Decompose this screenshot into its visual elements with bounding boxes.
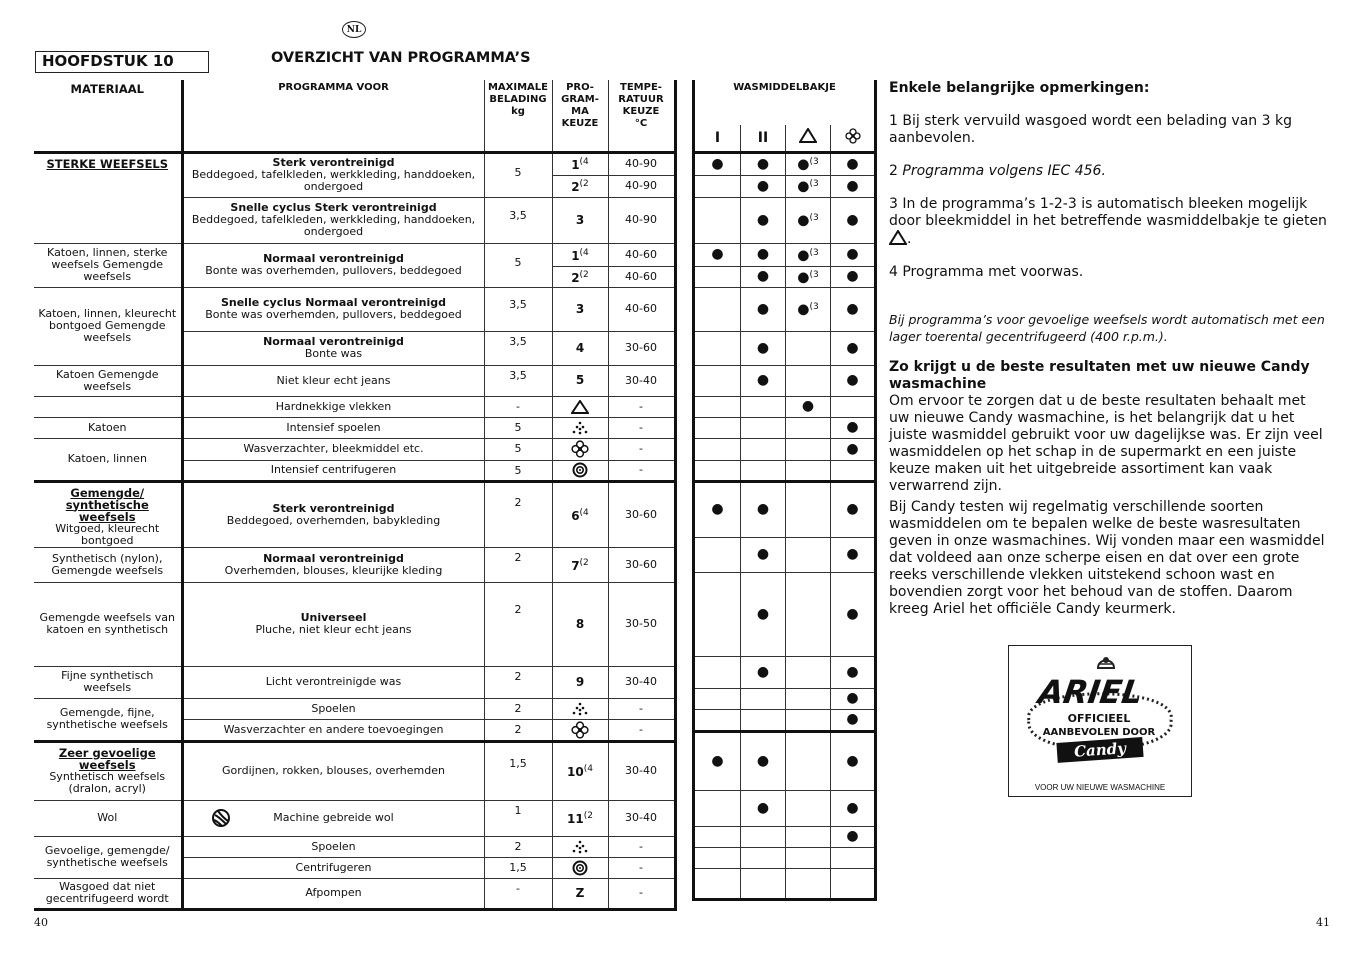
detergent-dot xyxy=(741,460,786,481)
detergent-dot: ● xyxy=(694,243,741,266)
cell-programma: Hardnekkige vlekken xyxy=(182,396,484,417)
cell-belading: 1 xyxy=(484,800,552,836)
cell-temperatuur: 40-60 xyxy=(608,243,675,266)
cell-material: Katoen Gemengde weefsels xyxy=(34,365,182,396)
compartment-2: II xyxy=(741,125,786,152)
program-row xyxy=(34,878,675,909)
cell-belading: 2 xyxy=(484,836,552,857)
spin-icon xyxy=(572,860,588,876)
detergent-dot xyxy=(694,826,741,847)
detergent-dot xyxy=(786,460,831,481)
cell-temperatuur: 30-40 xyxy=(608,800,675,836)
cell-programma: Machine gebreide wol xyxy=(182,800,484,836)
candy-heading: Zo krijgt u de beste resultaten met uw nieuwe Candy wasmachine xyxy=(889,359,1310,392)
detergent-dot xyxy=(786,731,831,790)
detergent-dot: ● xyxy=(831,287,876,331)
detergent-row xyxy=(694,572,876,656)
svg-text:AANBEVOLEN DOOR: AANBEVOLEN DOOR xyxy=(1042,727,1156,738)
cell-belading: 5 xyxy=(484,152,552,197)
cell-programma: Normaal verontreinigd Bonte was xyxy=(182,331,484,365)
cell-temperatuur: 40-90 xyxy=(608,175,675,197)
cell-programmakeuze: 8 xyxy=(552,582,608,666)
detergent-dot xyxy=(694,572,741,656)
detergent-dot xyxy=(694,537,741,572)
detergent-row xyxy=(694,175,876,197)
cell-temperatuur: 30-40 xyxy=(608,741,675,800)
ariel-logo-graphic xyxy=(1009,646,1190,778)
detergent-dot: ● xyxy=(741,266,786,287)
cell-material: Gemengde/ synthetische weefsels Witgoed, kleurecht bontgoed xyxy=(34,481,182,547)
detergent-dot xyxy=(694,175,741,197)
cell-programmakeuze xyxy=(552,836,608,857)
detergent-row xyxy=(694,731,876,790)
cell-material: Wasgoed dat niet gecentrifugeerd wordt xyxy=(34,878,182,909)
detergent-dot: ● xyxy=(831,481,876,537)
note-1: 1 Bij sterk vervuild wasgoed wordt een belading van 3 kg aanbevolen. xyxy=(889,113,1292,146)
cell-programma: Sterk verontreinigd Beddegoed, tafelkleden, werkkleding, handdoeken, ondergoed xyxy=(182,152,484,197)
detergent-dot: ● xyxy=(831,243,876,266)
program-row xyxy=(34,741,675,800)
detergent-dot: ● xyxy=(741,287,786,331)
cell-temperatuur: - xyxy=(608,396,675,417)
cell-belading: - xyxy=(484,878,552,909)
detergent-row xyxy=(694,656,876,688)
cell-material: Gemengde weefsels van katoen en synthetisch xyxy=(34,582,182,666)
cell-material: Katoen xyxy=(34,417,182,438)
detergent-dot: ● xyxy=(741,175,786,197)
cell-programmakeuze: 11$^{(2}$ xyxy=(552,800,608,836)
cell-programmakeuze: 1$^{(4}$ xyxy=(552,152,608,175)
triangle-icon xyxy=(799,128,817,143)
cell-programma: Spoelen xyxy=(182,836,484,857)
detergent-dot xyxy=(741,847,786,868)
detergent-dot: ●$^{(3}$ xyxy=(786,152,831,175)
cell-belading: 2 xyxy=(484,481,552,547)
detergent-row xyxy=(694,152,876,175)
detergent-dot xyxy=(786,572,831,656)
detergent-dot xyxy=(694,396,741,417)
cell-belading: 1,5 xyxy=(484,741,552,800)
cell-temperatuur: 30-60 xyxy=(608,481,675,547)
ariel-logo xyxy=(1008,645,1192,797)
detergent-dot xyxy=(694,417,741,438)
detergent-dot: ●$^{(3}$ xyxy=(786,287,831,331)
cell-belading: 3,5 xyxy=(484,331,552,365)
detergent-row xyxy=(694,847,876,868)
cell-programmakeuze xyxy=(552,460,608,481)
detergent-dot xyxy=(741,688,786,709)
program-row xyxy=(34,582,675,666)
detergent-dot: ●$^{(3}$ xyxy=(786,266,831,287)
detergent-dot: ● xyxy=(741,731,786,790)
detergent-row xyxy=(694,365,876,396)
svg-text:ARIEL: ARIEL xyxy=(1036,673,1145,711)
rinse-icon xyxy=(572,840,588,854)
cell-programma: Snelle cyclus Normaal verontreinigd Bonte was overhemden, pullovers, beddegoed xyxy=(182,287,484,331)
detergent-row xyxy=(694,790,876,826)
cell-programma: Normaal verontreinigd Overhemden, blouses, kleurijke kleding xyxy=(182,547,484,582)
cell-programmakeuze: 6$^{(4}$ xyxy=(552,481,608,547)
cell-programma: Snelle cyclus Sterk verontreinigd Beddegoed, tafelkleden, werkkleding, handdoeken, ondergoed xyxy=(182,197,484,243)
cell-temperatuur: 30-40 xyxy=(608,365,675,396)
detergent-dot xyxy=(694,868,741,899)
detergent-dot: ● xyxy=(831,656,876,688)
detergent-dot: ● xyxy=(831,152,876,175)
program-row xyxy=(34,481,675,547)
detergent-dot: ● xyxy=(831,537,876,572)
cell-programmakeuze: 1$^{(4}$ xyxy=(552,243,608,266)
detergent-dot xyxy=(786,688,831,709)
cell-temperatuur: 30-60 xyxy=(608,547,675,582)
detergent-row xyxy=(694,481,876,537)
cell-temperatuur: - xyxy=(608,698,675,719)
detergent-dot xyxy=(694,331,741,365)
detergent-dot xyxy=(741,396,786,417)
detergent-dot: ● xyxy=(831,365,876,396)
detergent-dot xyxy=(741,709,786,731)
detergent-dot: ● xyxy=(741,331,786,365)
cell-belading: 2 xyxy=(484,719,552,741)
program-row xyxy=(34,287,675,331)
logo-caption: VOOR UW NIEUWE WASMACHINE xyxy=(1034,783,1166,792)
cell-programmakeuze: 2$^{(2}$ xyxy=(552,175,608,197)
cell-programma: Normaal verontreinigd Bonte was overhemden, pullovers, beddegoed xyxy=(182,243,484,287)
cell-programma: Universeel Pluche, niet kleur echt jeans xyxy=(182,582,484,666)
cell-programma: Wasverzachter en andere toevoegingen xyxy=(182,719,484,741)
detergent-row xyxy=(694,417,876,438)
detergent-row xyxy=(694,331,876,365)
detergent-row xyxy=(694,688,876,709)
note-3: 3 In de programma’s 1-2-3 is automatisch bleeken mogelijk door bleekmiddel in het betreffende wasmiddelbakje te gieten . xyxy=(889,196,1327,247)
cell-programma: Afpompen xyxy=(182,878,484,909)
detergent-row xyxy=(694,460,876,481)
flower-icon xyxy=(571,721,589,739)
program-row xyxy=(34,243,675,266)
rinse-icon xyxy=(572,702,588,716)
cell-programmakeuze: 9 xyxy=(552,666,608,698)
detergent-dot: ● xyxy=(831,731,876,790)
detergent-dot xyxy=(786,847,831,868)
detergent-dot: ●$^{(3}$ xyxy=(786,243,831,266)
detergent-dot: ● xyxy=(831,438,876,460)
detergent-row xyxy=(694,266,876,287)
detergent-dot: ●$^{(3}$ xyxy=(786,197,831,243)
detergent-dot xyxy=(694,847,741,868)
cell-belading: 5 xyxy=(484,417,552,438)
detergent-dot xyxy=(831,396,876,417)
detergent-row xyxy=(694,396,876,417)
detergent-dot xyxy=(786,656,831,688)
cell-programma: Licht verontreinigde was xyxy=(182,666,484,698)
program-row xyxy=(34,800,675,836)
cell-programma: Spoelen xyxy=(182,698,484,719)
rinse-icon xyxy=(572,421,588,435)
detergent-dot: ● xyxy=(831,417,876,438)
detergent-row xyxy=(694,826,876,847)
detergent-dot xyxy=(786,417,831,438)
cell-programma: Intensief spoelen xyxy=(182,417,484,438)
detergent-dot xyxy=(786,826,831,847)
detergent-dot xyxy=(741,417,786,438)
notes-title: Enkele belangrijke opmerkingen: xyxy=(889,80,1150,96)
header-temperatuur: TEMPE- RATUUR KEUZE °C xyxy=(608,80,675,152)
cell-programmakeuze: 5 xyxy=(552,365,608,396)
detergent-dot xyxy=(694,709,741,731)
cell-material: Katoen, linnen, kleurecht bontgoed Gemengde weefsels xyxy=(34,287,182,365)
cell-programmakeuze xyxy=(552,719,608,741)
program-row xyxy=(34,666,675,698)
detergent-dot xyxy=(741,438,786,460)
detergent-dot: ● xyxy=(831,331,876,365)
detergent-dot xyxy=(741,826,786,847)
wool-icon xyxy=(210,807,232,829)
program-row xyxy=(34,547,675,582)
detergent-dot xyxy=(831,460,876,481)
cell-temperatuur: - xyxy=(608,438,675,460)
detergent-dot xyxy=(694,197,741,243)
cell-material: Gevoelige, gemengde/ synthetische weefsels xyxy=(34,836,182,878)
cell-belading: 2 xyxy=(484,582,552,666)
notes-column xyxy=(889,80,1329,618)
cell-material: Katoen, linnen, sterke weefsels Gemengde weefsels xyxy=(34,243,182,287)
cell-material: Synthetisch (nylon), Gemengde weefsels xyxy=(34,547,182,582)
cell-temperatuur: 30-60 xyxy=(608,331,675,365)
cell-temperatuur: - xyxy=(608,836,675,857)
detergent-dot xyxy=(786,709,831,731)
cell-material: Wol xyxy=(34,800,182,836)
header-materiaal: MATERIAAL xyxy=(34,80,182,152)
cell-programmakeuze: 10$^{(4}$ xyxy=(552,741,608,800)
detergent-dot: ● xyxy=(741,152,786,175)
detergent-dot: ● xyxy=(786,396,831,417)
candy-paragraph-2: Bij Candy testen wij regelmatig verschillende soorten wasmiddelen om te bepalen welke de beste wasresultaten geven in onze wasmachines. Wij vonden maar een wasmiddel dat voldeed aan onze scherpe eisen en dat over een grote reeks verschillende vlekken uitstekend schoon wast en bovendien zorgt voor het behoud van de stoffen. Daarom kreeg Ariel het officiële Candy keurmerk. xyxy=(889,499,1325,617)
detergent-dot xyxy=(694,365,741,396)
page-number-left: 40 xyxy=(34,916,48,929)
header-keuze: PRO- GRAM- MA KEUZE xyxy=(552,80,608,152)
cell-temperatuur: - xyxy=(608,719,675,741)
program-row xyxy=(34,365,675,396)
cell-belading: - xyxy=(484,396,552,417)
cell-belading: 2 xyxy=(484,547,552,582)
cell-temperatuur: 30-40 xyxy=(608,666,675,698)
cell-programma: Wasverzachter, bleekmiddel etc. xyxy=(182,438,484,460)
detergent-dot xyxy=(786,537,831,572)
detergent-dot xyxy=(694,688,741,709)
detergent-dot: ● xyxy=(831,709,876,731)
cell-programma: Gordijnen, rokken, blouses, overhemden xyxy=(182,741,484,800)
detergent-dot: ● xyxy=(831,197,876,243)
note-4: 4 Programma met voorwas. xyxy=(889,264,1084,280)
detergent-dot xyxy=(694,266,741,287)
program-row xyxy=(34,152,675,175)
cell-programmakeuze: 4 xyxy=(552,331,608,365)
cell-programmakeuze xyxy=(552,417,608,438)
detergent-dot: ● xyxy=(831,572,876,656)
cell-programma: Sterk verontreinigd Beddegoed, overhemden, babykleding xyxy=(182,481,484,547)
detergent-row xyxy=(694,243,876,266)
cell-material xyxy=(34,396,182,417)
spin-icon xyxy=(572,462,588,478)
cell-temperatuur: 30-50 xyxy=(608,582,675,666)
detergent-dot: ● xyxy=(741,790,786,826)
detergent-dot: ● xyxy=(831,266,876,287)
detergent-row xyxy=(694,287,876,331)
triangle-icon xyxy=(571,400,589,414)
detergent-dot: ● xyxy=(831,826,876,847)
cell-programmakeuze xyxy=(552,438,608,460)
detergent-dot: ● xyxy=(741,197,786,243)
detergent-dot: ● xyxy=(741,656,786,688)
detergent-dot xyxy=(786,481,831,537)
cell-temperatuur: 40-90 xyxy=(608,197,675,243)
cell-temperatuur: - xyxy=(608,857,675,878)
compartment-1: I xyxy=(694,125,741,152)
cell-material: Katoen, linnen xyxy=(34,438,182,481)
cell-belading: 3,5 xyxy=(484,197,552,243)
cell-programmakeuze: 7$^{(2}$ xyxy=(552,547,608,582)
cell-temperatuur: 40-60 xyxy=(608,287,675,331)
detergent-dot xyxy=(786,438,831,460)
note-2: 2 Programma volgens IEC 456. xyxy=(889,163,1106,179)
header-belading: MAXIMALE BELADING kg xyxy=(484,80,552,152)
program-row xyxy=(34,396,675,417)
program-row xyxy=(34,438,675,460)
cell-programmakeuze: 2$^{(2}$ xyxy=(552,266,608,287)
cell-material: Fijne synthetisch weefsels xyxy=(34,666,182,698)
detergent-dot xyxy=(786,331,831,365)
cell-programmakeuze xyxy=(552,396,608,417)
flower-icon xyxy=(845,128,861,144)
cell-temperatuur: 40-60 xyxy=(608,266,675,287)
cell-temperatuur: - xyxy=(608,417,675,438)
detergent-dot: ● xyxy=(831,688,876,709)
cell-programmakeuze: 3 xyxy=(552,287,608,331)
detergent-dot: ● xyxy=(831,175,876,197)
detergent-dot xyxy=(694,656,741,688)
detergent-dot: ● xyxy=(694,731,741,790)
cell-belading: 1,5 xyxy=(484,857,552,878)
cell-programmakeuze xyxy=(552,857,608,878)
cell-programma: Intensief centrifugeren xyxy=(182,460,484,481)
cell-material: Zeer gevoelige weefsels Synthetisch weefsels (dralon, acryl) xyxy=(34,741,182,800)
language-badge: NL xyxy=(342,21,366,38)
delicate-note: Bij programma’s voor gevoelige weefsels wordt automatisch met een lager toerental gecentrifugeerd (400 r.p.m.). xyxy=(889,312,1325,344)
triangle-icon xyxy=(889,230,907,245)
svg-text:OFFICIEEL: OFFICIEEL xyxy=(1067,712,1131,725)
detergent-dot: ●$^{(3}$ xyxy=(786,175,831,197)
flower-icon xyxy=(571,440,589,458)
program-table xyxy=(34,80,677,911)
cell-belading: 3,5 xyxy=(484,287,552,331)
cell-temperatuur: - xyxy=(608,460,675,481)
program-row xyxy=(34,417,675,438)
detergent-row xyxy=(694,197,876,243)
detergent-dot: ● xyxy=(741,572,786,656)
detergent-row xyxy=(694,438,876,460)
cell-programmakeuze xyxy=(552,698,608,719)
svg-text:Candy: Candy xyxy=(1073,739,1127,761)
detergent-dot xyxy=(694,438,741,460)
cell-material: Gemengde, fijne, synthetische weefsels xyxy=(34,698,182,741)
cell-programmakeuze: Z xyxy=(552,878,608,909)
detergent-dot: ● xyxy=(831,790,876,826)
cell-material: STERKE WEEFSELS xyxy=(34,152,182,243)
cell-belading: 2 xyxy=(484,666,552,698)
detergent-row xyxy=(694,537,876,572)
cell-programmakeuze: 3 xyxy=(552,197,608,243)
detergent-dot: ● xyxy=(741,365,786,396)
header-programma: PROGRAMMA VOOR xyxy=(182,80,484,152)
detergent-dot xyxy=(786,365,831,396)
candy-paragraph-1: Om ervoor te zorgen dat u de beste resultaten behaalt met uw nieuwe Candy wasmachine, is het belangrijk dat u het juiste wasmiddel gebruikt voor uw dagelijkse was. Er zijn veel wasmiddelen op het schap in de supermarkt en een juiste keuze maken uit het uitgebreide assortiment kan vaak verwarrend zijn. xyxy=(889,393,1323,494)
cell-belading: 2 xyxy=(484,698,552,719)
chapter-heading: HOOFDSTUK 10 xyxy=(35,51,209,73)
detergent-dot: ● xyxy=(741,481,786,537)
detergent-dot xyxy=(741,868,786,899)
cell-belading: 5 xyxy=(484,438,552,460)
compartment-softener xyxy=(831,125,876,152)
detergent-dot: ● xyxy=(694,152,741,175)
detergent-dot xyxy=(831,847,876,868)
detergent-dot xyxy=(694,460,741,481)
program-row xyxy=(34,698,675,719)
detergent-row xyxy=(694,868,876,899)
detergent-dot: ● xyxy=(741,537,786,572)
detergent-dot: ● xyxy=(741,243,786,266)
detergent-dot xyxy=(694,790,741,826)
detergent-dot xyxy=(694,287,741,331)
cell-temperatuur: - xyxy=(608,878,675,909)
cell-programma: Centrifugeren xyxy=(182,857,484,878)
detergent-dot: ● xyxy=(694,481,741,537)
header-wasmiddelbakje: WASMIDDELBAKJE xyxy=(694,80,876,125)
cell-programma: Niet kleur echt jeans xyxy=(182,365,484,396)
detergent-table xyxy=(692,80,877,901)
detergent-row xyxy=(694,709,876,731)
page-title: OVERZICHT VAN PROGRAMMA’S xyxy=(271,50,531,66)
compartment-bleach xyxy=(786,125,831,152)
cell-belading: 5 xyxy=(484,243,552,287)
detergent-dot xyxy=(831,868,876,899)
detergent-dot xyxy=(786,790,831,826)
cell-belading: 5 xyxy=(484,460,552,481)
program-row xyxy=(34,836,675,857)
detergent-dot xyxy=(786,868,831,899)
cell-temperatuur: 40-90 xyxy=(608,152,675,175)
cell-belading: 3,5 xyxy=(484,365,552,396)
page-number-right: 41 xyxy=(1316,916,1330,929)
